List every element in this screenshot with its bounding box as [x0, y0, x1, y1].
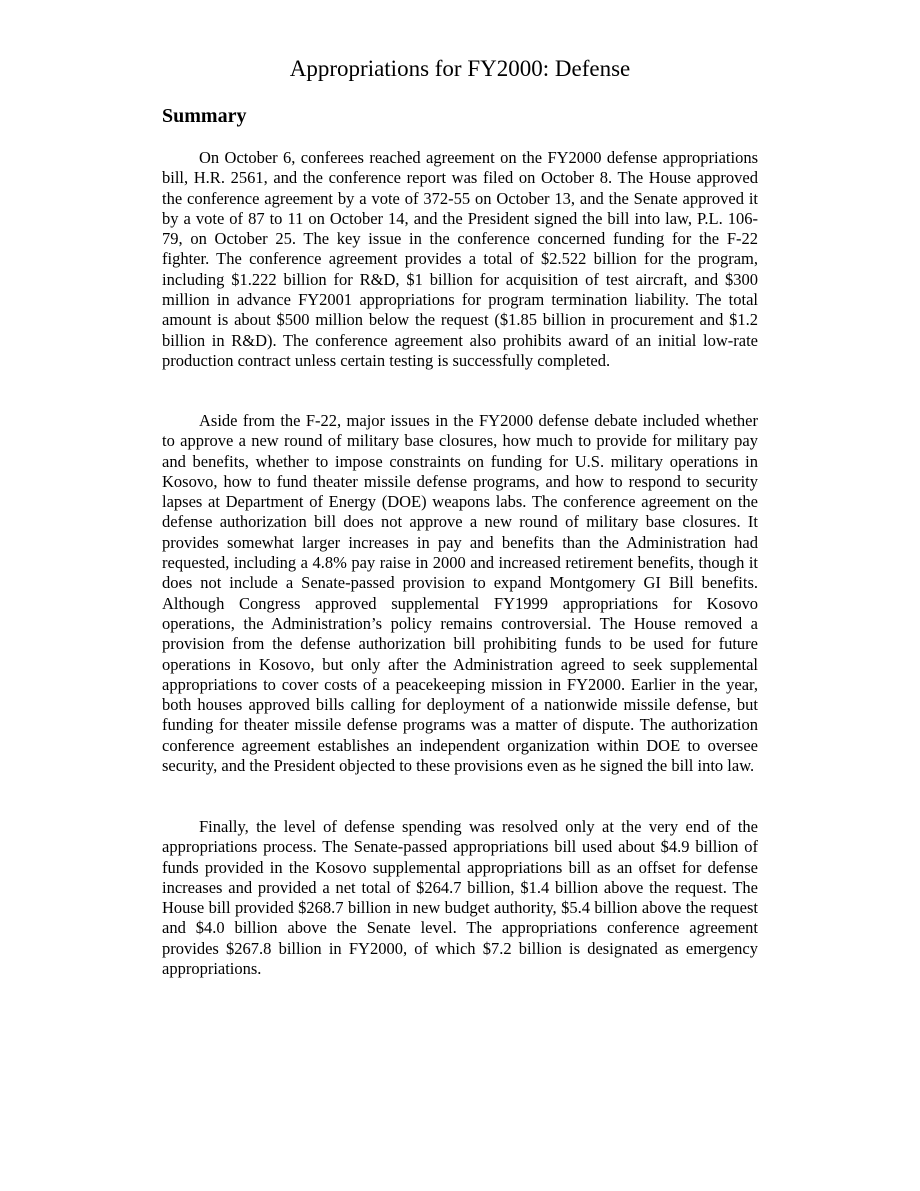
document-title: Appropriations for FY2000: Defense — [289, 56, 631, 81]
section-heading-summary: Summary — [162, 105, 247, 127]
summary-paragraph-2: Aside from the F-22, major issues in the FY2000 defense debate included whether to approve a new round of military base closures, how much to provide for military pay and benefits, whether to impose constraints on funding for U.S. military operations in Kosovo, how to fund theater missile defense programs, and how to respond to security lapses at Department of Energy (DOE) weapons labs. The conference agreement on the defense authorization bill does not approve a new round of military base closures. It provides somewhat larger increases in pay and benefits than the Administration had requested, including a 4.8% pay raise in 2000 and increased retirement benefits, though it does not include a Senate-passed provision to expand Montgomery GI Bill benefits. Although Congress approved supplemental FY1999 appropriations for Kosovo operations, the Administration’s policy remains controversial. The House removed a provision from the defense authorization bill prohibiting funds to be used for future operations in Kosovo, but only after the Administration agreed to seek supplemental appropriations to cover costs of a peacekeeping mission in FY2000. Earlier in the year, both houses approved bills calling for deployment of a nationwide missile defense, but funding for theater missile defense programs was a matter of dispute. The authorization conference agreement establishes an independent organization within DOE to oversee security, and the President objected to these provisions even as he signed the bill into law. — [162, 411, 758, 776]
summary-paragraph-1: On October 6, conferees reached agreement on the FY2000 defense appropriations bill, H.R. 2561, and the conference report was filed on October 8. The House approved the conference agreement by a vote of 372-55 on October 13, and the Senate approved it by a vote of 87 to 11 on October 14, and the President signed the bill into law, P.L. 106-79, on October 25. The key issue in the conference concerned funding for the F-22 fighter. The conference agreement provides a total of $2.522 billion for the program, including $1.222 billion for R&D, $1 billion for acquisition of test aircraft, and $300 million in advance FY2001 appropriations for program termination liability. The total amount is about $500 million below the request ($1.85 billion in procurement and $1.2 billion in R&D). The conference agreement also prohibits award of an initial low-rate production contract unless certain testing is successfully completed. — [162, 148, 758, 370]
summary-paragraph-3: Finally, the level of defense spending was resolved only at the very end of the appropriations process. The Senate-passed appropriations bill used about $4.9 billion of funds provided in the Kosovo supplemental appropriations bill as an offset for defense increases and provided a net total of $264.7 billion, $1.4 billion above the request. The House bill provided $268.7 billion in new budget authority, $5.4 billion above the request and $4.0 billion above the Senate level. The appropriations conference agreement provides $267.8 billion in FY2000, of which $7.2 billion is designated as emergency appropriations. — [162, 817, 758, 979]
